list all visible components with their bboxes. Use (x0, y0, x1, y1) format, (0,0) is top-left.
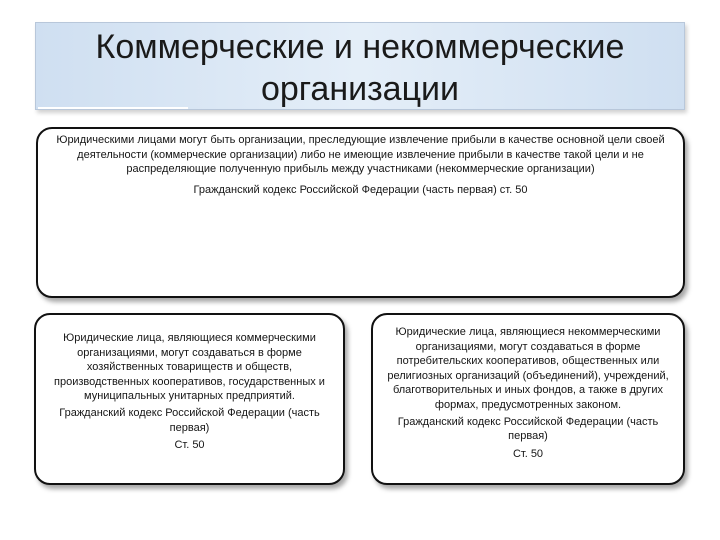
noncommercial-organizations-article: Ст. 50 (512, 447, 544, 460)
slide-title-line-2: организации (260, 70, 460, 108)
noncommercial-organizations-text: Юридические лица, являющиеся некоммерческими организациями, могут создаваться в форме потребительских кооперативов, общественных или религиозных организаций (объединений), учреждений, благотворительных и иных фондов, а также в других формах, предусмотренных законом. (387, 326, 669, 411)
noncommercial-organizations-source: Гражданский кодекс Российской Федерации (часть первая) (397, 415, 659, 443)
legal-definition-source: Гражданский кодекс Российской Федерации (часть первая) ст. 50 (193, 183, 528, 196)
title-banner (35, 22, 685, 110)
legal-definition-box (36, 127, 685, 298)
legal-definition-text: Юридическими лицами могут быть организации, преследующие извлечение прибыли в качестве основной цели своей деятельности (коммерческие организации) либо не имеющие извлечение прибыли в качестве такой цели и не распределяющие полученную прибыль между участниками (некоммерческие организации) (56, 134, 665, 176)
noncommercial-organizations-box (371, 313, 685, 485)
slide-title (36, 26, 684, 110)
commercial-organizations-box (34, 313, 345, 485)
slide-title-line-1: Коммерческие и некоммерческие (95, 28, 625, 66)
title-highlight-line (38, 107, 188, 109)
commercial-organizations-article: Ст. 50 (174, 439, 205, 452)
commercial-organizations-source: Гражданский кодекс Российской Федерации (часть первая) (59, 406, 320, 434)
commercial-organizations-text: Юридические лица, являющиеся коммерческими организациями, могут создаваться в форме хозяйственных товариществ и обществ, производственных кооперативов, государственных и муниципальных унитарных предприятий. (54, 332, 325, 403)
